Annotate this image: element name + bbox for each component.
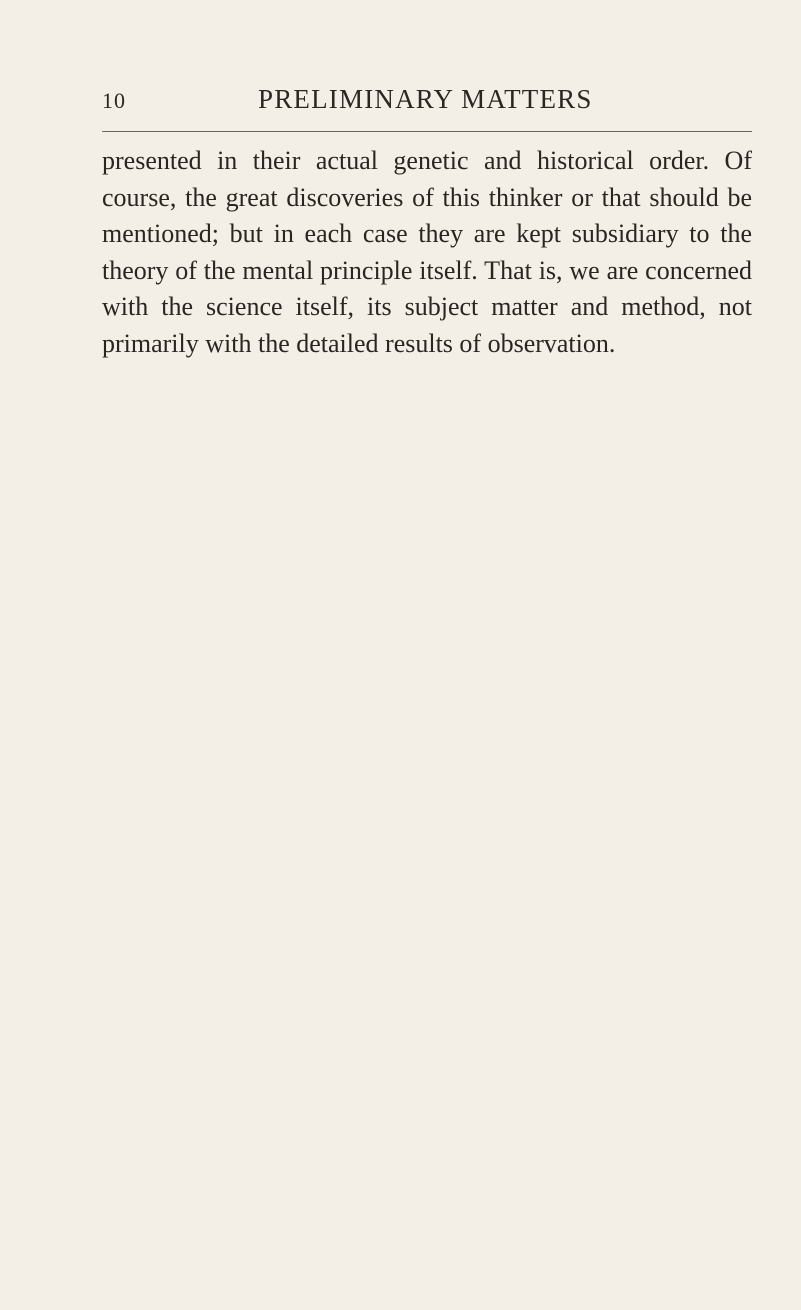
page-header <box>102 84 752 130</box>
header-rule <box>102 131 752 132</box>
page-number: 10 <box>102 88 126 113</box>
body-paragraph: presented in their actual genetic and historical order. Of course, the great discoveries of this thinker or that should be mentioned; but in each case they are kept subsidiary to the theory of the mental principle itself. That is, we are concerned with the science itself, its subject matter and method, not primarily with the detailed results of observation. <box>102 146 752 358</box>
running-head: PRELIMINARY MATTERS <box>258 84 593 114</box>
